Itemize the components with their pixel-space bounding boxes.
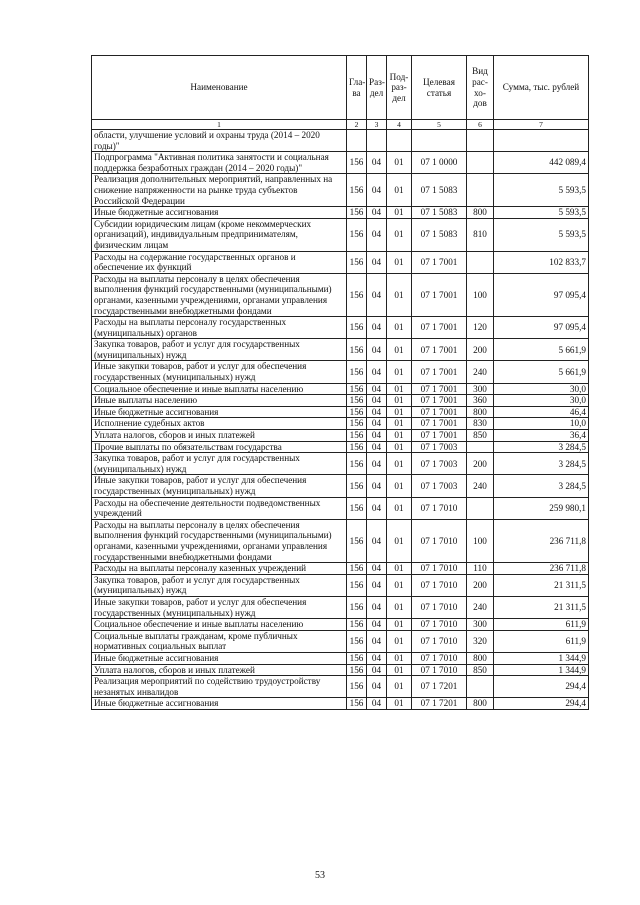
cell-amount: 21 311,5: [494, 596, 589, 618]
cell-name: области, улучшение условий и охраны труда (2014 – 2020 годы)": [92, 130, 347, 152]
cell-expense-type: 120: [467, 317, 494, 339]
cell-subsection: 01: [387, 630, 412, 652]
cell-section: 04: [367, 596, 387, 618]
cell-subsection: 01: [387, 207, 412, 219]
table-row: [92, 174, 589, 207]
cell-subsection: 01: [387, 383, 412, 395]
cell-chapter: 156: [347, 630, 367, 652]
cell-amount: 5 593,5: [494, 218, 589, 251]
cell-subsection: 01: [387, 652, 412, 664]
cell-section: 04: [367, 395, 387, 407]
cell-subsection: 01: [387, 174, 412, 207]
cell-chapter: 156: [347, 361, 367, 383]
cell-chapter: 156: [347, 574, 367, 596]
cell-section: 04: [367, 475, 387, 497]
cell-expense-type: 800: [467, 652, 494, 664]
column-number: 5: [412, 120, 467, 130]
cell-chapter: 156: [347, 497, 367, 519]
cell-target: [412, 130, 467, 152]
header-chapter: Гла- ва: [347, 56, 367, 120]
cell-name: Расходы на выплаты персоналу в целях обеспечения выполнения функций государственными (муниципальными) органами, казенными учреждениями, органами управления государственными внебюджетными фондами: [92, 519, 347, 562]
cell-expense-type: 240: [467, 361, 494, 383]
cell-expense-type: 830: [467, 418, 494, 430]
cell-name: Прочие выплаты по обязательствам государства: [92, 441, 347, 453]
column-number: 3: [367, 120, 387, 130]
cell-expense-type: [467, 676, 494, 698]
cell-section: 04: [367, 152, 387, 174]
cell-amount: 5 661,9: [494, 339, 589, 361]
cell-chapter: 156: [347, 273, 367, 316]
cell-name: Реализация мероприятий по содействию трудоустройству незанятых инвалидов: [92, 676, 347, 698]
cell-chapter: 156: [347, 395, 367, 407]
table-row: [92, 430, 589, 442]
cell-chapter: 156: [347, 251, 367, 273]
cell-expense-type: 850: [467, 430, 494, 442]
cell-expense-type: [467, 174, 494, 207]
table-row: [92, 317, 589, 339]
cell-expense-type: 800: [467, 698, 494, 710]
cell-section: 04: [367, 383, 387, 395]
cell-target: 07 1 7010: [412, 652, 467, 664]
cell-target: 07 1 7001: [412, 430, 467, 442]
cell-name: Расходы на выплаты персоналу государственных (муниципальных) органов: [92, 317, 347, 339]
table-row: [92, 383, 589, 395]
cell-name: Социальные выплаты гражданам, кроме публичных нормативных социальных выплат: [92, 630, 347, 652]
cell-name: Иные выплаты населению: [92, 395, 347, 407]
cell-section: 04: [367, 619, 387, 631]
cell-name: Уплата налогов, сборов и иных платежей: [92, 664, 347, 676]
cell-name: Расходы на обеспечение деятельности подведомственных учреждений: [92, 497, 347, 519]
cell-target: 07 1 5083: [412, 218, 467, 251]
cell-section: 04: [367, 251, 387, 273]
column-number: 6: [467, 120, 494, 130]
cell-expense-type: 110: [467, 563, 494, 575]
table-row: [92, 563, 589, 575]
cell-section: 04: [367, 361, 387, 383]
cell-target: 07 1 0000: [412, 152, 467, 174]
cell-expense-type: 810: [467, 218, 494, 251]
cell-section: 04: [367, 441, 387, 453]
cell-subsection: 01: [387, 676, 412, 698]
cell-chapter: 156: [347, 441, 367, 453]
page-number: 53: [315, 870, 325, 881]
cell-subsection: 01: [387, 563, 412, 575]
cell-section: 04: [367, 317, 387, 339]
cell-amount: 236 711,8: [494, 519, 589, 562]
cell-amount: 236 711,8: [494, 563, 589, 575]
table-row: [92, 273, 589, 316]
table-row: [92, 441, 589, 453]
cell-name: Расходы на выплаты персоналу в целях обеспечения выполнения функций государственными (муниципальными) органами, казенными учреждениями, органами управления государственными внебюджетными фондами: [92, 273, 347, 316]
table-row: [92, 574, 589, 596]
cell-subsection: 01: [387, 406, 412, 418]
table-row: [92, 207, 589, 219]
cell-subsection: 01: [387, 475, 412, 497]
cell-chapter: 156: [347, 519, 367, 562]
cell-target: 07 1 7001: [412, 273, 467, 316]
cell-target: 07 1 7010: [412, 563, 467, 575]
cell-target: 07 1 7001: [412, 339, 467, 361]
cell-amount: 30,0: [494, 395, 589, 407]
cell-target: 07 1 7003: [412, 441, 467, 453]
cell-section: 04: [367, 676, 387, 698]
cell-subsection: 01: [387, 395, 412, 407]
column-number: 4: [387, 120, 412, 130]
cell-amount: 1 344,9: [494, 652, 589, 664]
table-row: [92, 339, 589, 361]
cell-amount: 21 311,5: [494, 574, 589, 596]
table-row: [92, 497, 589, 519]
cell-section: 04: [367, 430, 387, 442]
cell-chapter: 156: [347, 698, 367, 710]
cell-expense-type: 200: [467, 574, 494, 596]
cell-amount: 5 593,5: [494, 174, 589, 207]
header-target: Целевая статья: [412, 56, 467, 120]
cell-amount: [494, 130, 589, 152]
cell-subsection: 01: [387, 430, 412, 442]
table-row: [92, 519, 589, 562]
cell-subsection: 01: [387, 361, 412, 383]
cell-subsection: 01: [387, 317, 412, 339]
cell-expense-type: 360: [467, 395, 494, 407]
budget-table: [91, 55, 589, 710]
cell-target: 07 1 7001: [412, 406, 467, 418]
cell-amount: 3 284,5: [494, 453, 589, 475]
cell-chapter: 156: [347, 317, 367, 339]
cell-chapter: 156: [347, 619, 367, 631]
table-row: [92, 251, 589, 273]
cell-section: 04: [367, 174, 387, 207]
table-row: [92, 218, 589, 251]
table-row: [92, 596, 589, 618]
cell-name: Закупка товаров, работ и услуг для государственных (муниципальных) нужд: [92, 453, 347, 475]
cell-target: 07 1 7010: [412, 630, 467, 652]
cell-amount: 442 089,4: [494, 152, 589, 174]
cell-target: 07 1 7010: [412, 574, 467, 596]
cell-chapter: 156: [347, 453, 367, 475]
cell-amount: 259 980,1: [494, 497, 589, 519]
cell-chapter: 156: [347, 406, 367, 418]
table-row: [92, 406, 589, 418]
cell-target: 07 1 7010: [412, 596, 467, 618]
cell-subsection: [387, 130, 412, 152]
cell-target: 07 1 7001: [412, 395, 467, 407]
cell-section: 04: [367, 406, 387, 418]
cell-target: 07 1 7003: [412, 475, 467, 497]
cell-name: Иные закупки товаров, работ и услуг для обеспечения государственных (муниципальных) нужд: [92, 361, 347, 383]
cell-subsection: 01: [387, 273, 412, 316]
cell-amount: 1 344,9: [494, 664, 589, 676]
table-row: [92, 652, 589, 664]
cell-expense-type: 320: [467, 630, 494, 652]
cell-expense-type: [467, 130, 494, 152]
cell-name: Реализация дополнительных мероприятий, направленных на снижение напряженности на рынке труда субъектов Российской Федерации: [92, 174, 347, 207]
cell-expense-type: 240: [467, 596, 494, 618]
cell-section: 04: [367, 497, 387, 519]
cell-expense-type: 300: [467, 383, 494, 395]
cell-section: 04: [367, 563, 387, 575]
table-row: [92, 418, 589, 430]
cell-chapter: 156: [347, 596, 367, 618]
cell-target: 07 1 7001: [412, 361, 467, 383]
cell-expense-type: [467, 251, 494, 273]
cell-section: 04: [367, 652, 387, 664]
cell-target: 07 1 7001: [412, 251, 467, 273]
cell-name: Иные бюджетные ассигнования: [92, 207, 347, 219]
cell-chapter: 156: [347, 383, 367, 395]
cell-name: Исполнение судебных актов: [92, 418, 347, 430]
cell-name: Закупка товаров, работ и услуг для государственных (муниципальных) нужд: [92, 339, 347, 361]
cell-subsection: 01: [387, 596, 412, 618]
cell-chapter: 156: [347, 218, 367, 251]
cell-chapter: 156: [347, 418, 367, 430]
cell-expense-type: [467, 497, 494, 519]
cell-expense-type: [467, 441, 494, 453]
cell-subsection: 01: [387, 619, 412, 631]
cell-subsection: 01: [387, 519, 412, 562]
cell-amount: 611,9: [494, 630, 589, 652]
cell-section: 04: [367, 630, 387, 652]
cell-name: Социальное обеспечение и иные выплаты населению: [92, 619, 347, 631]
cell-chapter: 156: [347, 676, 367, 698]
header-row: [92, 56, 589, 120]
table-row: [92, 453, 589, 475]
cell-amount: 3 284,5: [494, 475, 589, 497]
cell-chapter: 156: [347, 430, 367, 442]
header-amount: Сумма, тыс. рублей: [494, 56, 589, 120]
cell-name: Закупка товаров, работ и услуг для государственных (муниципальных) нужд: [92, 574, 347, 596]
cell-chapter: 156: [347, 563, 367, 575]
cell-expense-type: 300: [467, 619, 494, 631]
cell-name: Субсидии юридическим лицам (кроме некоммерческих организаций), индивидуальным предпринимателям, физическим лицам: [92, 218, 347, 251]
cell-expense-type: 800: [467, 406, 494, 418]
table-row: [92, 395, 589, 407]
cell-chapter: 156: [347, 207, 367, 219]
cell-target: 07 1 7001: [412, 418, 467, 430]
cell-expense-type: 200: [467, 453, 494, 475]
table-row: [92, 698, 589, 710]
table-row: [92, 664, 589, 676]
cell-subsection: 01: [387, 574, 412, 596]
table-row: [92, 619, 589, 631]
cell-target: 07 1 7001: [412, 317, 467, 339]
cell-subsection: 01: [387, 453, 412, 475]
cell-target: 07 1 7201: [412, 698, 467, 710]
table-row: [92, 152, 589, 174]
cell-target: 07 1 7010: [412, 619, 467, 631]
header-expense-type: Вид рас- хо- дов: [467, 56, 494, 120]
cell-section: 04: [367, 339, 387, 361]
cell-section: 04: [367, 574, 387, 596]
cell-name: Иные бюджетные ассигнования: [92, 698, 347, 710]
table-row: [92, 130, 589, 152]
cell-expense-type: [467, 152, 494, 174]
cell-section: 04: [367, 664, 387, 676]
cell-amount: 36,4: [494, 430, 589, 442]
table-row: [92, 475, 589, 497]
cell-target: 07 1 5083: [412, 207, 467, 219]
cell-name: Иные закупки товаров, работ и услуг для обеспечения государственных (муниципальных) нужд: [92, 596, 347, 618]
table-row: [92, 361, 589, 383]
cell-name: Иные закупки товаров, работ и услуг для обеспечения государственных (муниципальных) нужд: [92, 475, 347, 497]
cell-subsection: 01: [387, 698, 412, 710]
cell-expense-type: 200: [467, 339, 494, 361]
table-row: [92, 676, 589, 698]
cell-section: 04: [367, 698, 387, 710]
cell-section: 04: [367, 418, 387, 430]
cell-amount: 10,0: [494, 418, 589, 430]
cell-section: 04: [367, 207, 387, 219]
cell-chapter: 156: [347, 664, 367, 676]
cell-chapter: 156: [347, 152, 367, 174]
cell-target: 07 1 7201: [412, 676, 467, 698]
cell-chapter: 156: [347, 652, 367, 664]
cell-subsection: 01: [387, 218, 412, 251]
cell-name: Социальное обеспечение и иные выплаты населению: [92, 383, 347, 395]
cell-section: 04: [367, 453, 387, 475]
cell-chapter: 156: [347, 339, 367, 361]
cell-subsection: 01: [387, 664, 412, 676]
column-number: 7: [494, 120, 589, 130]
cell-target: 07 1 7010: [412, 519, 467, 562]
cell-name: Иные бюджетные ассигнования: [92, 652, 347, 664]
cell-amount: 102 833,7: [494, 251, 589, 273]
table-row: [92, 630, 589, 652]
cell-target: 07 1 7001: [412, 383, 467, 395]
cell-subsection: 01: [387, 251, 412, 273]
column-number: 1: [92, 120, 347, 130]
cell-expense-type: 800: [467, 207, 494, 219]
cell-target: 07 1 5083: [412, 174, 467, 207]
cell-target: 07 1 7010: [412, 497, 467, 519]
cell-amount: 3 284,5: [494, 441, 589, 453]
cell-subsection: 01: [387, 497, 412, 519]
cell-target: 07 1 7003: [412, 453, 467, 475]
cell-expense-type: 100: [467, 519, 494, 562]
header-section: Раз- дел: [367, 56, 387, 120]
column-number-row: [92, 120, 589, 130]
cell-chapter: 156: [347, 174, 367, 207]
cell-amount: 294,4: [494, 698, 589, 710]
cell-name: Расходы на выплаты персоналу казенных учреждений: [92, 563, 347, 575]
cell-amount: 294,4: [494, 676, 589, 698]
cell-expense-type: 850: [467, 664, 494, 676]
cell-section: 04: [367, 519, 387, 562]
header-name: Наименование: [92, 56, 347, 120]
cell-chapter: 156: [347, 475, 367, 497]
cell-expense-type: 240: [467, 475, 494, 497]
cell-expense-type: 100: [467, 273, 494, 316]
cell-amount: 611,9: [494, 619, 589, 631]
cell-chapter: [347, 130, 367, 152]
cell-name: Уплата налогов, сборов и иных платежей: [92, 430, 347, 442]
cell-subsection: 01: [387, 441, 412, 453]
cell-name: Расходы на содержание государственных органов и обеспечение их функций: [92, 251, 347, 273]
cell-section: 04: [367, 273, 387, 316]
cell-name: Подпрограмма "Активная политика занятости и социальная поддержка безработных граждан (2014 – 2020 годы)": [92, 152, 347, 174]
cell-amount: 46,4: [494, 406, 589, 418]
column-number: 2: [347, 120, 367, 130]
cell-amount: 5 661,9: [494, 361, 589, 383]
cell-name: Иные бюджетные ассигнования: [92, 406, 347, 418]
cell-amount: 97 095,4: [494, 273, 589, 316]
header-subsection: Под- раз- дел: [387, 56, 412, 120]
cell-subsection: 01: [387, 152, 412, 174]
cell-amount: 5 593,5: [494, 207, 589, 219]
cell-amount: 97 095,4: [494, 317, 589, 339]
cell-subsection: 01: [387, 418, 412, 430]
cell-subsection: 01: [387, 339, 412, 361]
cell-target: 07 1 7010: [412, 664, 467, 676]
cell-amount: 30,0: [494, 383, 589, 395]
cell-section: 04: [367, 218, 387, 251]
cell-section: [367, 130, 387, 152]
